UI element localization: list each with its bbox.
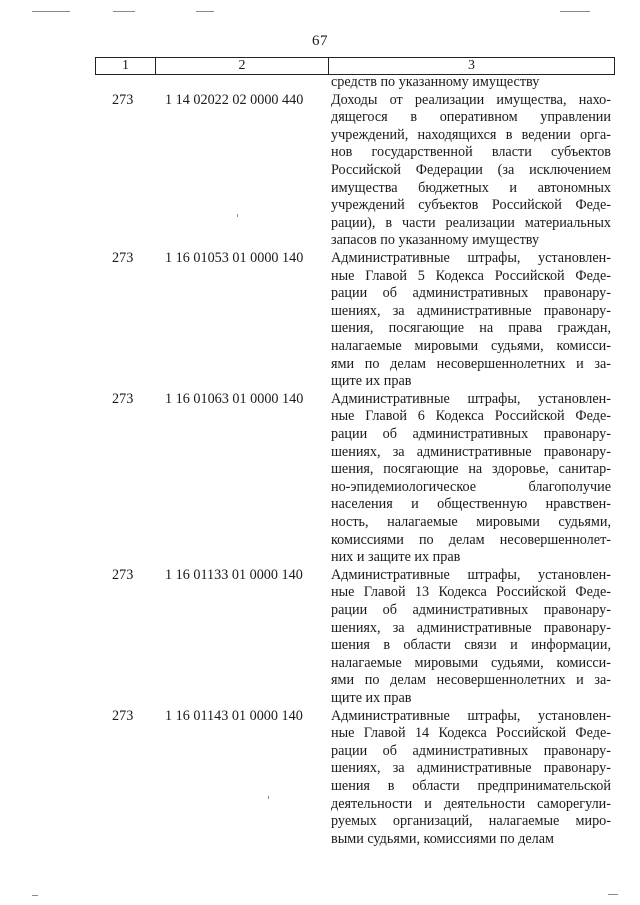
row-description xyxy=(331,250,611,391)
row-description xyxy=(331,567,611,708)
description-line: ность, налагаемые мировыми судьями, xyxy=(331,513,611,530)
scan-artifact xyxy=(196,11,214,12)
description-line: Российской Федерации (за исключением xyxy=(331,161,611,178)
description-line: Административные штрафы, установлен- xyxy=(331,250,611,266)
row-admin-code: 273 xyxy=(112,566,134,583)
scan-artifact xyxy=(32,11,70,12)
description-line: учреждений, находящихся в ведении орга- xyxy=(331,126,611,143)
row-description xyxy=(331,708,611,849)
description-line: шениях, за административные правонару- xyxy=(331,443,611,460)
description-line: ные Главой 13 Кодекса Российской Феде- xyxy=(331,584,611,601)
description-line: руемых организаций, налагаемые миро- xyxy=(331,813,611,830)
description-line: шения, посягающие на здоровье, санитар- xyxy=(331,461,611,478)
row-admin-code: 273 xyxy=(112,250,134,266)
description-line: рации об административных правонару- xyxy=(331,601,611,618)
description-line: них и защите их прав xyxy=(331,549,461,566)
row-description xyxy=(331,92,611,250)
row-budget-code: 1 14 02022 02 0000 440 xyxy=(165,91,304,108)
description-line: рации об административных правонару- xyxy=(331,742,611,759)
scan-artifact xyxy=(560,11,590,12)
description-line: деятельности и деятельности саморегули- xyxy=(331,795,611,812)
description-line: шениях, за административные правонару- xyxy=(331,619,611,636)
row-budget-code: 1 16 01063 01 0000 140 xyxy=(165,390,304,407)
scan-artifact xyxy=(113,11,135,12)
description-line: рации), в части реализации материальных xyxy=(331,214,611,231)
scan-artifact xyxy=(237,214,238,217)
description-line: ные Главой 6 Кодекса Российской Феде- xyxy=(331,408,611,425)
row-admin-code: 273 xyxy=(112,91,134,108)
description-line: налагаемые мировыми судьями, комисси- xyxy=(331,654,611,671)
description-line: Административные штрафы, установлен- xyxy=(331,566,611,583)
description-line: имущества бюджетных и автономных xyxy=(331,179,611,196)
description-line: шения в области связи и информации, xyxy=(331,637,611,654)
description-line: но-эпидемиологическое благополучие xyxy=(331,478,611,495)
scan-artifact xyxy=(608,894,618,895)
row-admin-code: 273 xyxy=(112,390,134,407)
description-line: Доходы от реализации имущества, нахо- xyxy=(331,91,611,108)
table-header-row xyxy=(95,57,615,75)
description-line: шениях, за административные правонару- xyxy=(331,302,611,319)
description-line: дящегося в оперативном управлении xyxy=(331,109,611,126)
description-line: комиссиями по делам несовершеннолет- xyxy=(331,531,611,548)
scan-artifact xyxy=(268,796,269,799)
description-line: рации об административных правонару- xyxy=(331,425,611,442)
table-header-col-3: 3 xyxy=(468,58,475,73)
description-line: нов государственной власти субъектов xyxy=(331,144,611,161)
description-line: ные Главой 14 Кодекса Российской Феде- xyxy=(331,725,611,742)
description-line: налагаемые мировыми судьями, комисси- xyxy=(331,337,611,354)
page-number: 67 xyxy=(312,33,328,49)
row-budget-code: 1 16 01053 01 0000 140 xyxy=(165,250,304,266)
table-header-col-2: 2 xyxy=(156,58,329,74)
description-line: щите их прав xyxy=(331,689,412,706)
description-line: выми судьями, комиссиями по делам xyxy=(331,830,555,847)
description-line: рации об административных правонару- xyxy=(331,285,611,302)
row-budget-code: 1 16 01143 01 0000 140 xyxy=(165,707,303,724)
description-line: шениях, за административные правонару- xyxy=(331,760,611,777)
description-line: щите их прав xyxy=(331,373,412,390)
description-line: ями по делам несовершеннолетних и за- xyxy=(331,672,611,689)
row-admin-code: 273 xyxy=(112,707,134,724)
description-line: ями по делам несовершеннолетних и за- xyxy=(331,355,611,372)
description-line: шения, посягающие на права граждан, xyxy=(331,320,611,337)
continuation-text: средств по указанному имуществу xyxy=(331,74,540,90)
description-line: Административные штрафы, установлен- xyxy=(331,390,611,407)
row-description xyxy=(331,391,611,567)
description-line: Административные штрафы, установлен- xyxy=(331,707,611,724)
description-line: ные Главой 5 Кодекса Российской Феде- xyxy=(331,267,611,284)
description-line: запасов по указанному имуществу xyxy=(331,232,540,249)
description-line: шения в области предпринимательской xyxy=(331,777,611,794)
description-line: населения и общественную нравствен- xyxy=(331,496,611,513)
scan-artifact xyxy=(32,895,38,896)
description-line: учреждений субъектов Российской Феде- xyxy=(331,197,611,214)
row-budget-code: 1 16 01133 01 0000 140 xyxy=(165,566,303,583)
table-header-col-1: 1 xyxy=(96,58,156,74)
